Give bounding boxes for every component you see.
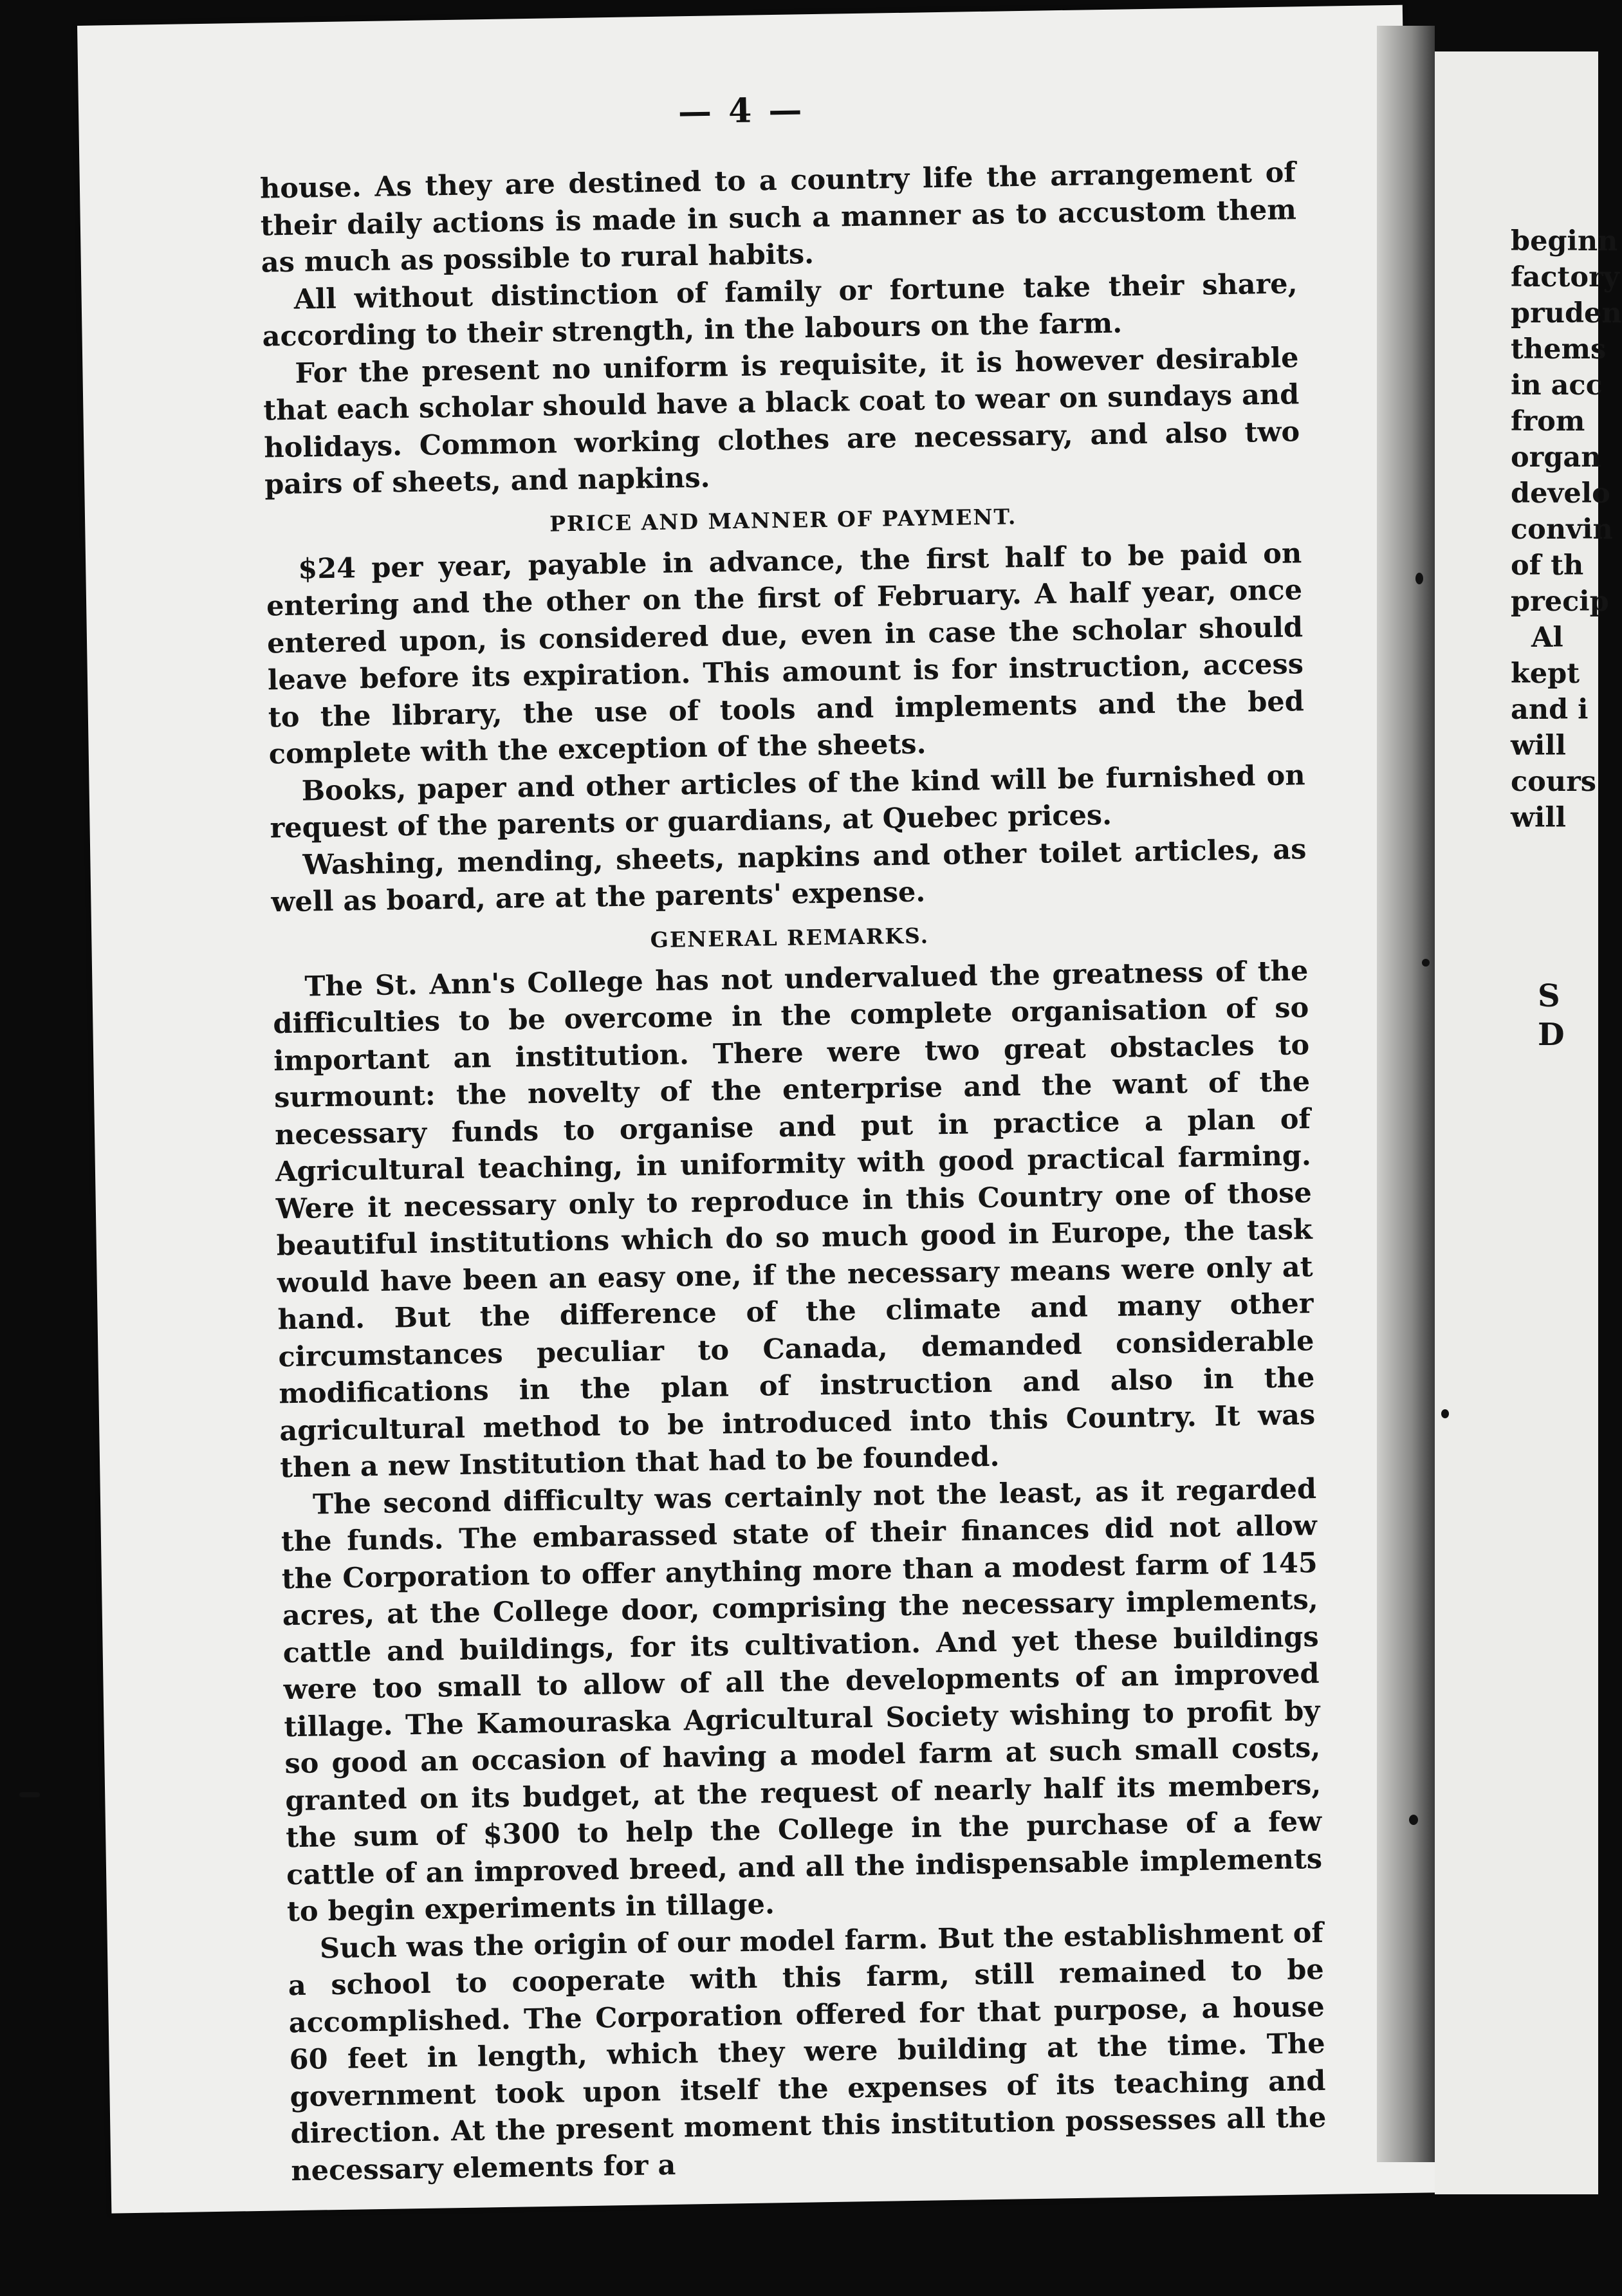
paragraph: The St. Ann's College has not undervalued the greatness of the difficulties to be overcome in the complete organisation of so important an institution. There were two great obstacles to surmount: the novelty of the enterprise and the want of the necessary funds to organise and put in practice a plan of Agricultural teaching, in uniformity with good practical farming. Were it necessary only to reproduce in this Country one of those beautiful institutions which do so much good in Europe, the task would have been an easy one, if the necessary means were only at hand. But the difference of the climate and many other circumstances peculiar to Canada, demanded considerable modifications in the plan of instruction and also in the agricultural method to be introduced into this Country. It was then a new Institution that had to be founded. [273,954,1316,1485]
ink-speck [1415,573,1423,584]
next-page-fragment: beginn [1511,225,1618,257]
document-page [77,5,1437,2214]
next-page-fragment: develo [1511,477,1610,510]
page-gutter [1377,26,1435,2162]
next-page-fragment: thems [1511,333,1607,366]
next-page-fragment: convin [1511,514,1613,546]
next-page-heading-fragment: S [1538,978,1560,1014]
ink-speck [1422,959,1430,967]
paragraph: Washing, mending, sheets, napkins and other toilet articles, as well as board, are at the parents' expense. [271,833,1307,919]
paragraph: The second difficulty was certainly not the least, as it regarded the funds. The embarassed state of their finances did not allow the Corporation to offer anything more than a modest farm of 145 acres, at the College door, comprising the necessary implements, cattle and buildings, for its cultivation. And yet these buildings were too small to allow of all the developments of an improved tillage. The Kamouraska Agricultural Society wishing to profit by so good an occasion of having a model farm at such small costs, granted on its budget, at the request of nearly half its members, the sum of $300 to help the College in the purchase of a few cattle of an improved breed, and all the indispensable implements to begin experiments in tillage. [281,1472,1323,1929]
ink-speck [1441,1409,1449,1418]
next-page-fragment: organ [1511,441,1601,474]
next-page-fragment: in acc [1511,369,1603,402]
next-page-fragment: will [1511,802,1567,834]
paragraph: house. As they are destined to a country life the arrangement of their daily actions is made in such a manner as to accustom them as much as possible to rural habits. [259,156,1297,279]
page-text [260,154,1327,2190]
next-page-fragment: pruden [1511,297,1622,329]
paragraph: Such was the origin of our model farm. But the establishment of a school to cooperate with this farm, still remained to be accomplished. The Corporation offered for that purpose, a house 60 feet in length, which they were building at the time. The government took upon itself the expenses of its teaching and direction. At the present moment this institution possesses all the necessary elements for a [288,1916,1327,2187]
next-page-fragment: cours [1511,766,1596,798]
next-page-fragment: Al [1531,622,1563,654]
next-page-fragment: factory [1511,261,1619,293]
next-page-fragment: and i [1511,694,1589,726]
section-heading-price: PRICE AND MANNER OF PAYMENT. [549,503,1017,537]
page-number: — 4 — [677,90,805,132]
next-page-fragment: precip [1511,586,1609,618]
next-page-fragment: kept [1511,658,1580,690]
next-page-edge [1435,51,1622,2194]
paragraph: For the present no uniform is requisite, it is however desirable that each scholar should have a black coat to wear on sundays and holidays. Common working clothes are necessary, and also two pairs of sheets, and napkins. [263,341,1300,501]
ink-speck [19,1792,40,1797]
ink-speck [1409,1815,1418,1825]
section-heading-remarks: GENERAL REMARKS. [650,922,930,952]
next-page-fragment: will [1511,730,1567,762]
next-page-heading-fragment: D [1538,1017,1565,1053]
paragraph: Books, paper and other articles of the kind will be furnished on request of the parents or guardians, at Quebec prices. [270,759,1305,845]
paragraph: All without distinction of family or fortune take their share, according to their strength, in the labours on the farm. [262,267,1298,353]
paragraph: $24 per year, payable in advance, the first half to be paid on entering and the other on the first of February. A half year, once entered upon, is considered due, even in case the scholar should leave before its expiration. This amount is for instruction, access to the library, the use of tools and implements and the bed complete with the exception of the sheets. [266,537,1305,771]
next-page-fragment: from [1511,405,1585,438]
next-page-fragment: of th [1511,550,1584,582]
